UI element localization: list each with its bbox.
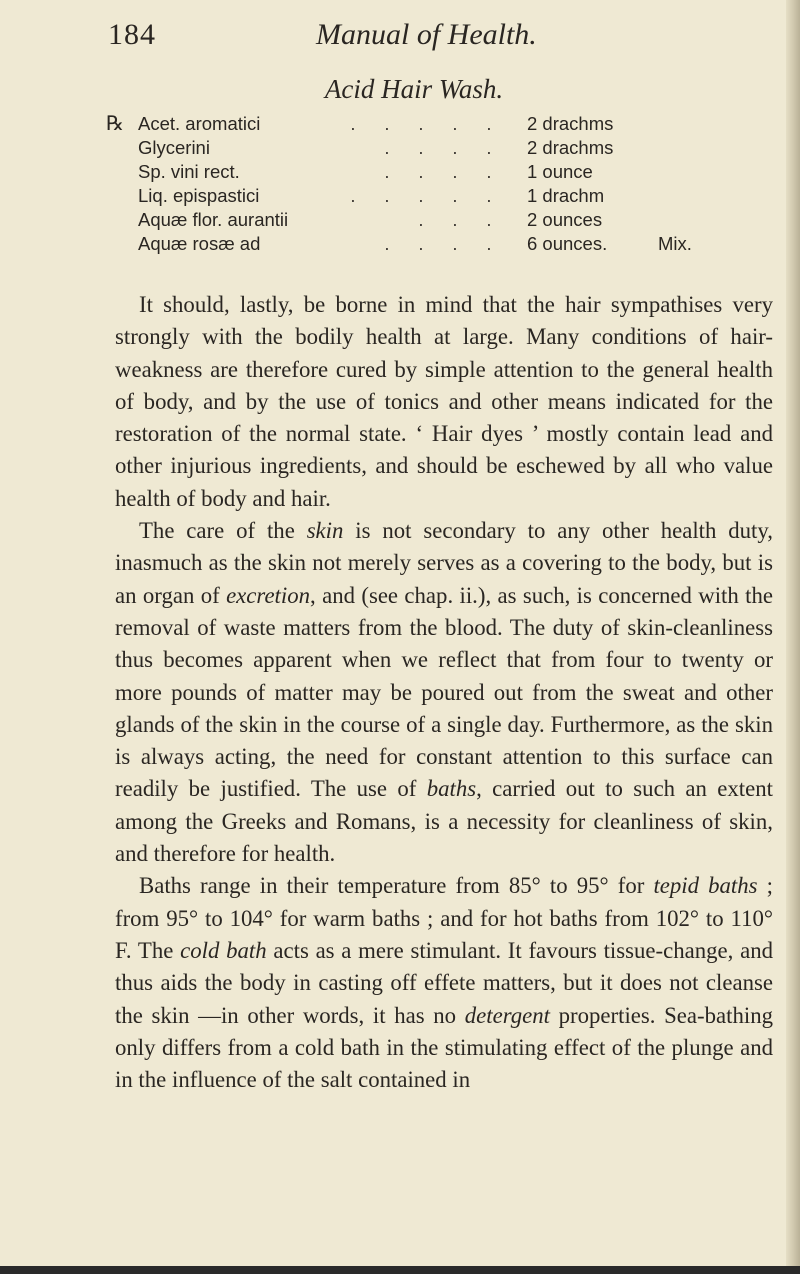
- rx-symbol: ℞: [106, 113, 124, 135]
- text-run: , carried out to such an extent among the Greeks and Romans, is a necessity for cleanliness of skin, and therefore for health.: [115, 776, 773, 867]
- recipe-row: [106, 112, 768, 136]
- text-run: ; from 95° to 104° for warm baths ; and for hot baths from 102° to 110° F. The: [115, 873, 773, 963]
- emphasis-cold-bath: cold bath: [180, 937, 267, 963]
- page-header: [108, 18, 760, 58]
- dot-leader: . . . .: [384, 233, 492, 254]
- ingredient-quantity: 2 drachms: [527, 137, 614, 158]
- emphasis-tepid-baths: tepid baths: [653, 873, 758, 899]
- recipe-row: [128, 136, 768, 160]
- ingredient-quantity: 6 ounces.: [527, 233, 608, 254]
- emphasis-excretion: excretion: [226, 582, 311, 608]
- text-run: is not secondary to any other health duty, inasmuch as the skin not merely serves as a covering to the body, but is an organ of: [115, 518, 774, 608]
- ingredient-name: Aquæ rosæ ad: [138, 233, 261, 254]
- bottom-rule: [0, 1266, 800, 1274]
- dot-leader: . . . . .: [350, 185, 492, 206]
- recipe-row: [128, 208, 768, 232]
- text-run: properties. Sea-bathing only differs from a cold bath in the stimulating effect of the plunge and in the influence of the salt contained in: [115, 1002, 774, 1093]
- ingredient-quantity: 1 drachm: [527, 185, 605, 206]
- page-edge: [786, 0, 800, 1274]
- recipe-row: [128, 232, 768, 256]
- text-run: The care of the: [139, 518, 307, 544]
- page-number: 184: [108, 18, 156, 51]
- recipe-row: [128, 184, 768, 208]
- emphasis-detergent: detergent: [464, 1002, 550, 1028]
- recipe-title: Acid Hair Wash.: [324, 74, 504, 104]
- emphasis-skin: skin: [306, 518, 344, 544]
- ingredient-name: Liq. epispastici: [138, 185, 260, 206]
- dot-leader: . . .: [418, 209, 492, 230]
- text-run: , and (see chap. ii.), as such, is concerned with the removal of waste matters from the blood. The duty of skin-cleanliness thus becomes apparent when we reflect that from four to twenty or more pounds of matter may be poured out from the sweat and other glands of the skin in the course of a single day. Furthermore, as the skin is always acting, the need for constant attention to this surface can readily be justified. The use of: [115, 582, 773, 802]
- ingredient-name: Aquæ flor. aurantii: [138, 209, 289, 230]
- paragraph-hair-health: It should, lastly, be borne in mind that the hair sympathises very strongly with the bodily health at large. Many conditions of hair-weakness are therefore cured by simple attention to the general health of body, and by the use of tonics and other means indicated for the restoration of the normal state. ‘ Hair dyes ’ mostly contain lead and other injurious ingredients, and should be eschewed by all who value health of body and hair.: [115, 292, 773, 511]
- recipe-list: [106, 112, 768, 256]
- ingredient-quantity: 1 ounce: [527, 161, 593, 182]
- ingredient-name: Sp. vini rect.: [138, 161, 240, 182]
- dot-leader: . . . . .: [350, 113, 492, 134]
- paragraph-skin-care: [115, 515, 773, 870]
- text-run: Baths range in their temperature from 85° to 95° for: [139, 873, 654, 899]
- paragraph-bath-temperatures: [115, 870, 773, 1096]
- dot-leader: . . . .: [384, 161, 492, 182]
- mix-label: Mix.: [658, 233, 692, 254]
- dot-leader: . . . .: [384, 137, 492, 158]
- ingredient-name: Glycerini: [138, 137, 210, 158]
- ingredient-quantity: 2 ounces: [527, 209, 603, 230]
- body-text: [115, 289, 773, 1096]
- ingredient-name: Acet. aromatici: [138, 113, 261, 134]
- recipe-row: [128, 160, 768, 184]
- emphasis-baths: baths: [426, 776, 477, 802]
- running-title: Manual of Health.: [316, 18, 537, 51]
- text-run: acts as a mere stimulant. It favours tissue-change, and thus aids the body in casting off effete matters, but it does not cleanse the skin —in other words, it has no: [115, 937, 774, 1028]
- ingredient-quantity: 2 drachms: [527, 113, 614, 134]
